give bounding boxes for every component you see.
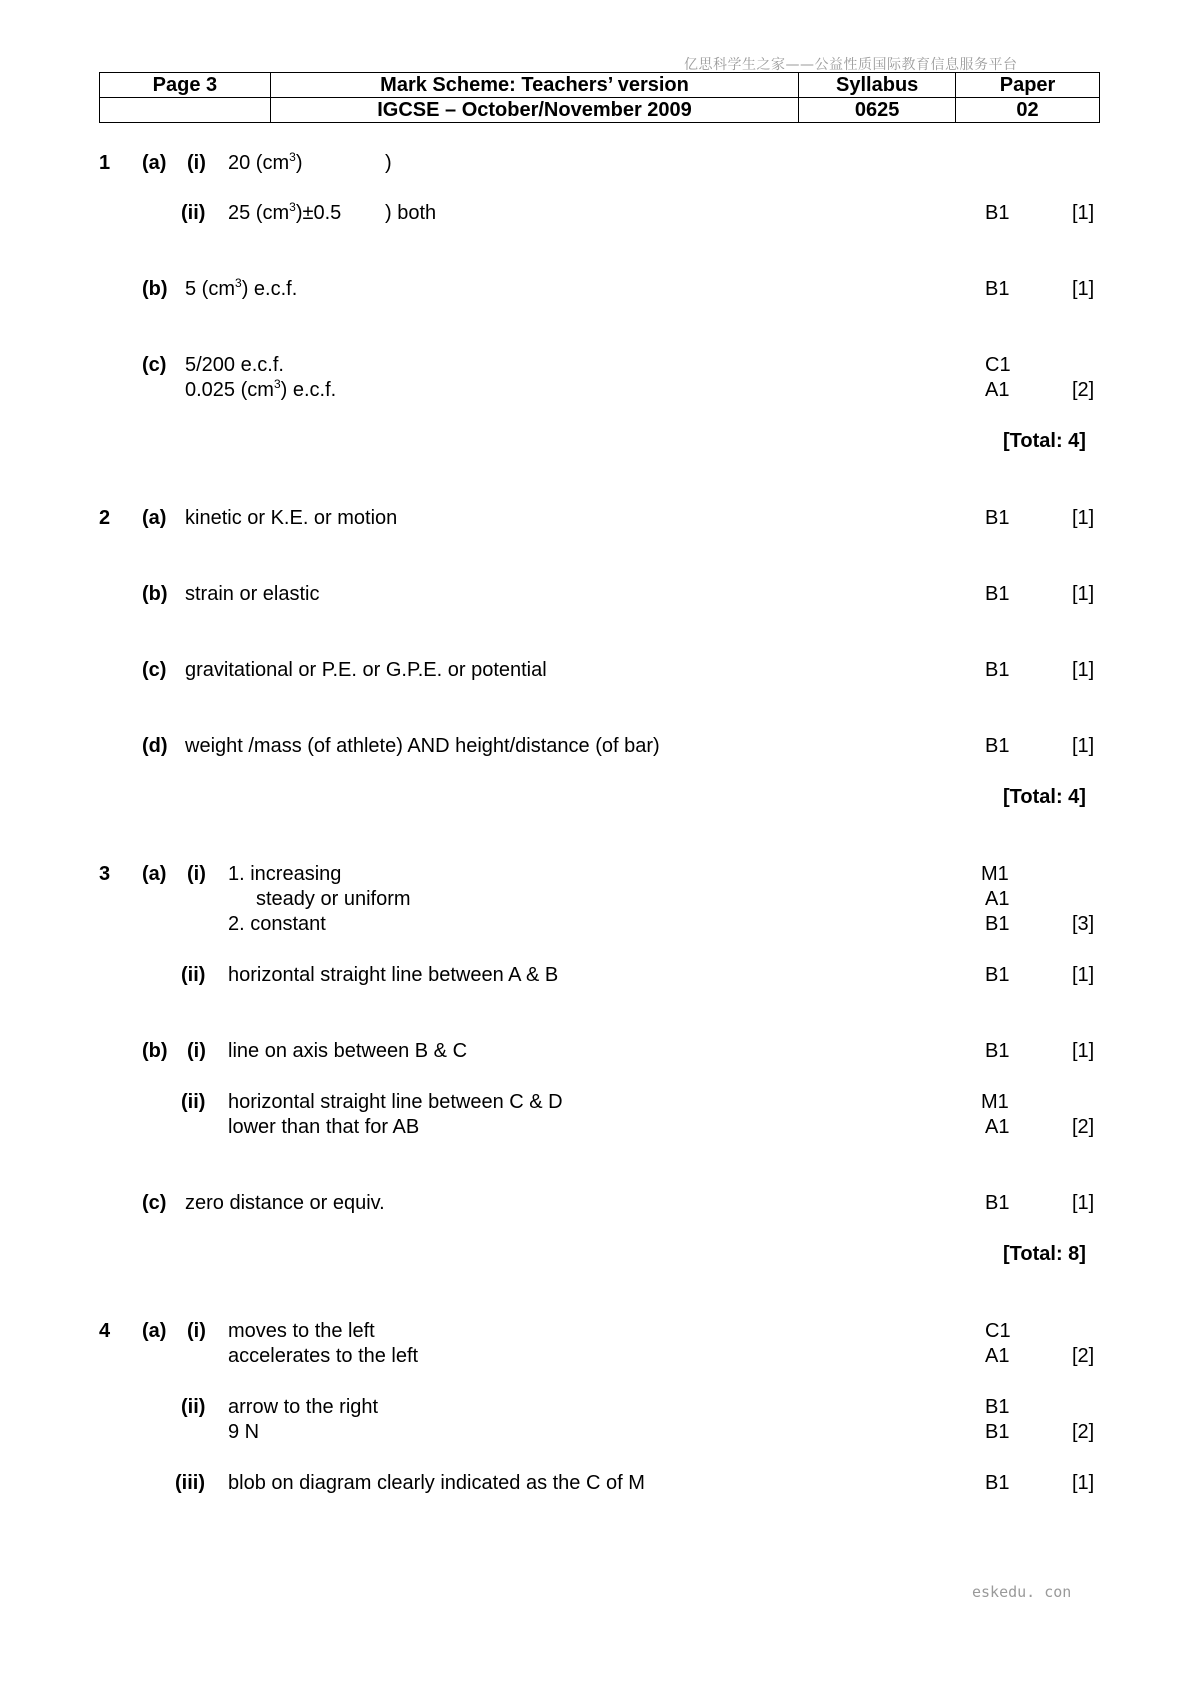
mark-code: M1 [981, 1091, 1009, 1113]
mark-code: B1 [985, 1472, 1010, 1494]
answer-text: 25 $(cm^3)\pm 0.5$ [228, 200, 342, 224]
answer-text: lower than that for AB [228, 1116, 420, 1138]
answer-text: kinetic or K.E. or motion [185, 507, 398, 529]
bracket: ) [385, 152, 392, 174]
part-label: (d) [142, 735, 168, 757]
mark-code: M1 [981, 863, 1009, 885]
mark-total: [2] [1072, 1345, 1095, 1367]
header-table [99, 72, 1100, 123]
answer-text: strain or elastic [185, 583, 320, 605]
question-number: 1 [99, 152, 111, 174]
mark-code: B1 [985, 1192, 1010, 1214]
subpart-label: (i) [187, 1040, 206, 1062]
answer-text: moves to the left [228, 1320, 375, 1342]
header-title: Mark Scheme: Teachers’ version [270, 73, 798, 98]
mark-total: [1] [1072, 659, 1095, 681]
mark-code: B1 [985, 913, 1010, 935]
subpart-label: (i) [187, 152, 206, 174]
part-label: (b) [142, 583, 168, 605]
part-label: (b) [142, 278, 168, 300]
mark-code: B1 [985, 202, 1010, 224]
question-total: [Total: 4] [1003, 430, 1086, 452]
part-label: (a) [142, 152, 167, 174]
part-label: (c) [142, 354, 167, 376]
mark-code: C1 [985, 354, 1011, 376]
answer-text: arrow to the right [228, 1396, 379, 1418]
watermark-bottom: eskedu. con [972, 1583, 1072, 1601]
mark-total: [1] [1072, 735, 1095, 757]
answer-text: 5/200 e.c.f. [185, 354, 284, 376]
answer-text: gravitational or P.E. or G.P.E. or potential [185, 659, 547, 681]
mark-code: B1 [985, 507, 1010, 529]
part-label: (c) [142, 1192, 167, 1214]
mark-code: C1 [985, 1320, 1011, 1342]
part-label: (a) [142, 507, 167, 529]
mark-total: [2] [1072, 1116, 1095, 1138]
header-paper-label: Paper [956, 73, 1100, 98]
watermark-top: 亿思科学生之家——公益性质国际教育信息服务平台 [684, 57, 1018, 73]
mark-total: [1] [1072, 1472, 1095, 1494]
answer-text: horizontal straight line between C & D [228, 1091, 563, 1113]
mark-total: [1] [1072, 583, 1095, 605]
mark-total: [2] [1072, 1421, 1095, 1443]
mark-code: B1 [985, 1396, 1010, 1418]
question-total: [Total: 8] [1003, 1243, 1086, 1265]
mark-total: [2] [1072, 379, 1095, 401]
mark-code: B1 [985, 583, 1010, 605]
header-exam: IGCSE – October/November 2009 [270, 98, 798, 123]
mark-code: B1 [985, 278, 1010, 300]
mark-code: A1 [985, 1116, 1010, 1138]
header-syllabus: 0625 [799, 98, 956, 123]
subpart-label: (i) [187, 863, 206, 885]
mark-code: B1 [985, 659, 1010, 681]
mark-code: B1 [985, 1421, 1010, 1443]
mark-total: [3] [1072, 913, 1095, 935]
subpart-label: (ii) [181, 202, 206, 224]
subpart-label: (i) [187, 1320, 206, 1342]
mark-total: [1] [1072, 1040, 1095, 1062]
part-label: (c) [142, 659, 167, 681]
subpart-label: (ii) [181, 964, 206, 986]
answer-text: blob on diagram clearly indicated as the C of M [228, 1472, 645, 1494]
answer-text: 20 $(cm^3)$ [228, 150, 303, 174]
mark-total: [1] [1072, 1192, 1095, 1214]
mark-code: A1 [985, 888, 1010, 910]
part-label: (a) [142, 863, 167, 885]
mark-total: [1] [1072, 964, 1095, 986]
answer-text: zero distance or equiv. [185, 1192, 385, 1214]
answer-text: accelerates to the left [228, 1345, 419, 1367]
mark-code: B1 [985, 735, 1010, 757]
subpart-label: (ii) [181, 1091, 206, 1113]
answer-text: 5 $(cm^3)$ e.c.f. [185, 276, 298, 300]
mark-code: A1 [985, 1345, 1010, 1367]
bracket: ) both [385, 202, 437, 224]
header-page: Page 3 [100, 73, 271, 98]
part-label: (a) [142, 1320, 167, 1342]
answer-text: horizontal straight line between A & B [228, 964, 559, 986]
question-number: 2 [99, 507, 111, 529]
answer-text: steady or uniform [256, 888, 411, 910]
mark-code: B1 [985, 1040, 1010, 1062]
answer-text: 2. constant [228, 913, 326, 935]
answer-text: 0.025 $(cm^3)$ e.c.f. [185, 377, 337, 401]
part-label: (b) [142, 1040, 168, 1062]
question-total: [Total: 4] [1003, 786, 1086, 808]
question-number: 3 [99, 863, 111, 885]
header-syllabus-label: Syllabus [799, 73, 956, 98]
header-empty-cell [100, 98, 271, 123]
answer-text: 9 N [228, 1421, 260, 1443]
subpart-label: (iii) [175, 1472, 205, 1494]
mark-total: [1] [1072, 278, 1095, 300]
mark-code: B1 [985, 964, 1010, 986]
mark-code: A1 [985, 379, 1010, 401]
mark-total: [1] [1072, 507, 1095, 529]
question-number: 4 [99, 1320, 111, 1342]
header-paper: 02 [956, 98, 1100, 123]
subpart-label: (ii) [181, 1396, 206, 1418]
mark-total: [1] [1072, 202, 1095, 224]
answer-text: line on axis between B & C [228, 1040, 468, 1062]
answer-text: weight /mass (of athlete) AND height/distance (of bar) [185, 735, 660, 757]
answer-text: 1. increasing [228, 863, 342, 885]
